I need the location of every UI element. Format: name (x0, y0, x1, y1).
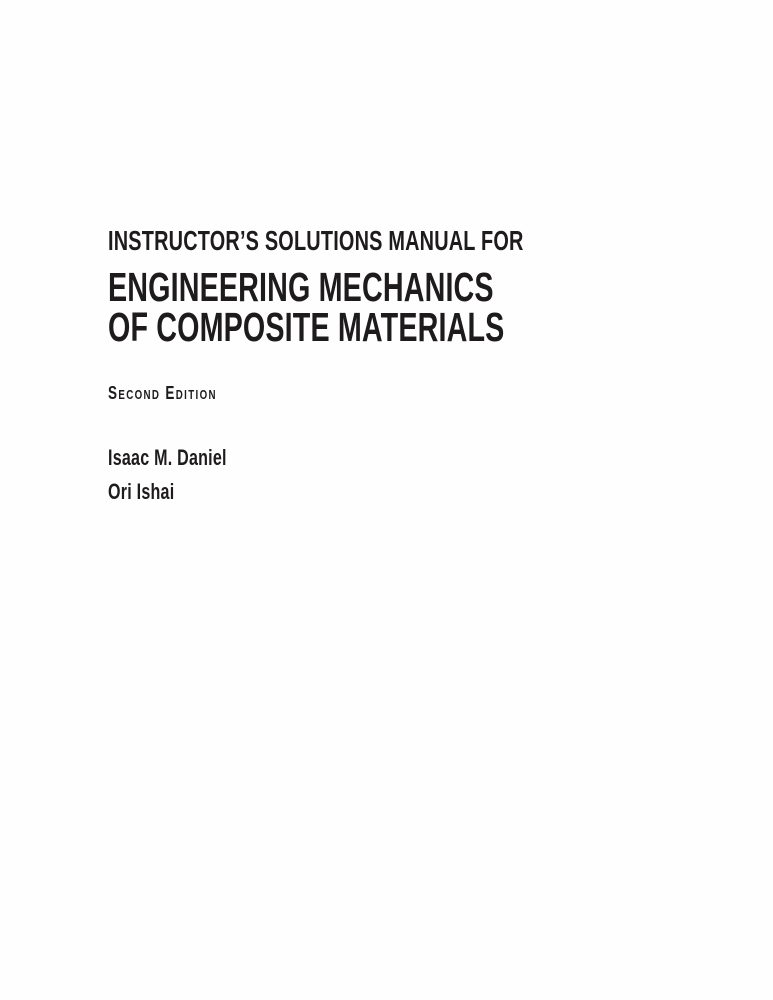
book-title (108, 264, 505, 350)
series-eyebrow-text: INSTRUCTOR’S SOLUTIONS MANUAL FOR (108, 225, 524, 256)
edition-label: Second Edition (108, 383, 217, 403)
book-title-line-1: ENGINEERING MECHANICS (108, 264, 494, 310)
author-list (108, 441, 227, 509)
author-name-1: Isaac M. Daniel (108, 445, 227, 470)
author-name-2: Ori Ishai (108, 479, 175, 504)
book-title-line-2: OF COMPOSITE MATERIALS (108, 304, 505, 350)
